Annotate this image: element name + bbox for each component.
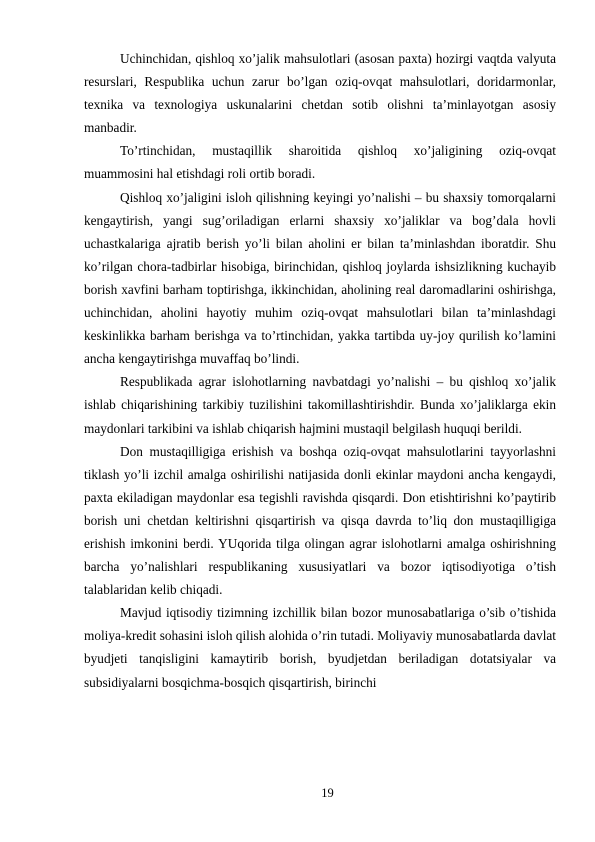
- paragraph-2: To’rtinchidan, mustaqillik sharoitida qishloq xo’jaligining oziq-ovqat muammosini hal etishdagi roli ortib boradi.: [84, 143, 556, 182]
- paragraph-6: Mavjud iqtisodiy tizimning izchillik bilan bozor munosabatlariga o’sib o’tishida moliya-kredit sohasini isloh qilish alohida o’rin tutadi. Moliyaviy munosabatlarda davlat byudjeti tanqisligini kamaytirib borish, byudjetdan beriladigan dotatsiyalar va subsidiyalarni bosqichma-bosqich qisqartirish, birinchi: [84, 605, 556, 690]
- paragraph-3: Qishloq xo’jaligini isloh qilishning keyingi yo’nalishi – bu shaxsiy tomorqalarni kengaytirish, yangi sug’oriladigan erlarni shaxsiy xo’jaliklar va bog’dala hovli uchastkalariga ajratib berish yo’li bilan aholini er bilan ta’minlashdan iboratdir. Shu ko’rilgan chora-tadbirlar hisobiga, birinchidan, qishloq joylarda ishsizlikning kuchayib borish xavfini barham toptirishga, ikkinchidan, aholining real daromadlarini oshirishga, uchinchidan, aholini hayotiy muhim oziq-ovqat mahsulotlari bilan ta’minlashdagi keskinlikka barham berishga va to’rtinchidan, yakka tartibda uy-joy qurilish ko’lamini ancha kengaytirishga muvaffaq bo’lindi.: [84, 189, 556, 367]
- paragraph-5: Don mustaqilligiga erishish va boshqa oziq-ovqat mahsulotlarini tayyorlashni tiklash yo’li izchil amalga oshirilishi natijasida donli ekinlar maydoni ancha kengaydi, paxta ekiladigan maydonlar esa tegishli ravishda qisqardi. Don etishtirishni ko’paytirib borish uni chetdan keltirishni qisqartirish va qisqa davrda to’liq don mustaqilligiga erishish imkonini berdi. YUqorida tilga olingan agrar islohotlarni amalga oshirishning barcha yo’nalishlari respublikaning xususiyatlari va bozor iqtisodiyotiga o’tish talablaridan kelib chiqadi.: [84, 443, 556, 598]
- page-number: 19: [321, 786, 334, 800]
- paragraph-4: Respublikada agrar islohotlarning navbatdagi yo’nalishi – bu qishloq xo’jalik ishlab chiqarishining tarkibiy tuzilishini takomillashtirishdir. Bunda xo’jaliklarga ekin maydonlari tarkibini va ishlab chiqarish hajmini mustaqil belgilash huquqi berildi.: [84, 374, 556, 436]
- document-page: [84, 47, 556, 694]
- paragraph-1: Uchinchidan, qishloq xo’jalik mahsulotlari (asosan paxta) hozirgi vaqtda valyuta resurslari, Respublika uchun zarur bo’lgan oziq-ovqat mahsulotlari, doridarmonlar, texnika va texnologiya uskunalarini chetdan sotib olishni ta’minlayotgan asosiy manbadir.: [84, 51, 556, 136]
